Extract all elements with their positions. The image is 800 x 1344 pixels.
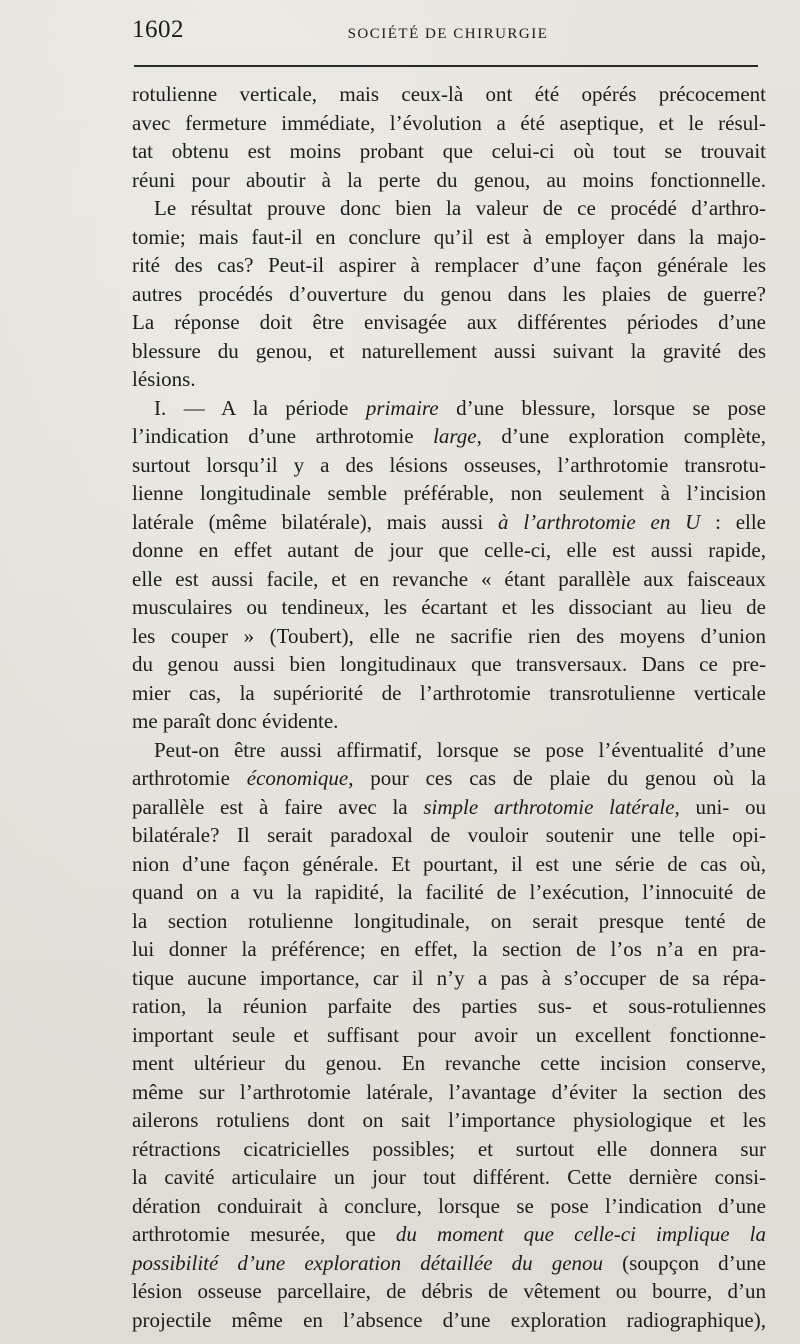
text-line: blessure du genou, et naturellement aussi suivant la gravité des [132,338,766,363]
text-line: musculaires ou tendineux, les écartant et les dissociant au lieu de [132,595,766,619]
text-line [132,394,766,423]
italic-segment: primaire [365,395,439,420]
text-line: tat obtenu est moins probant que celui-ci où tout se trouvait [132,139,766,163]
text-line: donne en effet autant de jour que celle-ci, elle est aussi rapide, [132,538,766,562]
body-text [132,80,766,1334]
text-line: mier cas, la supériorité de l’arthrotomie transrotulienne verticale [132,680,766,705]
text-line: avec fermeture immédiate, l’évolution a été aseptique, et le résul- [132,110,766,135]
text-line: nion d’une façon générale. Et pourtant, il est une série de cas où, [132,851,766,876]
header-rule [134,65,758,67]
text-segment: latérale (même bilatérale), mais aussi [132,509,499,534]
text-line: Peut-on être aussi affirmatif, lorsque se pose l’éventualité d’une [154,737,766,762]
text-line: rotulienne verticale, mais ceux-là ont été opérés précocement [132,82,766,106]
text-line: la cavité articulaire un jour tout différent. Cette dernière consi- [132,1165,766,1189]
text-segment: d’une blessure, lorsque se pose [438,395,767,420]
text-segment: l’indication d’une arthrotomie [132,424,434,448]
text-line: les couper » (Toubert), elle ne sacrifie rien des moyens d’union [132,623,766,648]
text-line: lésions. [132,367,196,391]
text-line [132,422,766,451]
text-segment: I. — A la période [154,395,366,420]
text-segment: , uni- ou [674,794,767,819]
text-line: même sur l’arthrotomie latérale, l’avantage d’éviter la section des [132,1079,766,1104]
text-line: lienne longitudinale semble préférable, non seulement à l’incision [132,481,766,505]
page-number: 1602 [132,16,184,43]
text-line: projectile même en l’absence d’une exploration radiographique), [132,1307,766,1332]
text-line: Le résultat prouve donc bien la valeur de ce procédé d’arthro- [154,196,766,220]
italic-segment: du moment que celle-ci implique la [395,1222,766,1246]
text-line: elle est aussi facile, et en revanche « étant parallèle aux faisceaux [132,566,766,591]
text-line: lésion osseuse parcellaire, de débris de vêtement ou bourre, d’un [132,1279,766,1303]
text-segment: : elle [700,509,766,534]
text-segment: , d’une exploration complète, [476,424,767,448]
text-line: dération conduirait à conclure, lorsque se pose l’indication d’une [132,1193,766,1218]
text-line [132,764,766,793]
page-header [132,14,764,48]
text-line: tomie; mais faut-il en conclure qu’il est à employer dans la majo- [132,224,766,249]
text-line: réuni pour aboutir à la perte du genou, au moins fonctionnelle. [132,167,766,192]
text-line [132,793,766,822]
text-line [132,508,766,537]
text-segment: parallèle est à faire avec la [132,794,424,819]
text-line: La réponse doit être envisagée aux différentes périodes d’une [132,310,766,334]
italic-segment: possibilité d’une exploration détaillée du genou [132,1250,604,1275]
italic-segment: à l’arthrotomie en U [498,509,701,534]
running-head: SOCIÉTÉ DE CHIRURGIE [347,26,549,42]
text-line: rité des cas? Peut-il aspirer à remplacer d’une façon générale les [132,253,766,277]
text-line: tique aucune importance, car il n’y a pas à s’occuper de sa répa- [132,965,766,990]
text-segment: (soupçon d’une [603,1250,766,1275]
text-line: bilatérale? Il serait paradoxal de vouloir soutenir une telle opi- [132,823,766,847]
text-line: ailerons rotuliens dont on sait l’importance physiologique et les [132,1108,766,1132]
text-line: la section rotulienne longitudinale, on serait presque tenté de [132,908,766,933]
text-segment: , pour ces cas de plaie du genou où la [348,766,766,790]
text-line: lui donner la préférence; en effet, la section de l’os n’a en pra- [132,937,766,961]
text-line: quand on a vu la rapidité, la facilité de l’exécution, l’innocuité de [132,880,766,904]
text-line: me paraît donc évidente. [132,709,339,733]
text-line: du genou aussi bien longitudinaux que transversaux. Dans ce pre- [132,652,766,676]
text-line: autres procédés d’ouverture du genou dans les plaies de guerre? [132,281,766,306]
text-line [132,1220,766,1249]
text-line: rétractions cicatricielles possibles; et surtout elle donnera sur [132,1136,766,1161]
text-line [132,1249,766,1278]
text-line: ment ultérieur du genou. En revanche cette incision conserve, [132,1051,766,1075]
italic-segment: simple arthrotomie latérale [423,794,675,819]
text-line: ration, la réunion parfaite des parties sus- et sous-rotuliennes [132,994,766,1018]
text-segment: arthrotomie mesurée, que [132,1222,396,1246]
text-segment: arthrotomie [132,766,247,790]
text-line: surtout lorsqu’il y a des lésions osseuses, l’arthrotomie transrotu- [132,452,766,477]
text-line: important seule et suffisant pour avoir un excellent fonctionne- [132,1022,766,1047]
italic-segment: économique [246,766,349,790]
italic-segment: large [433,424,477,448]
